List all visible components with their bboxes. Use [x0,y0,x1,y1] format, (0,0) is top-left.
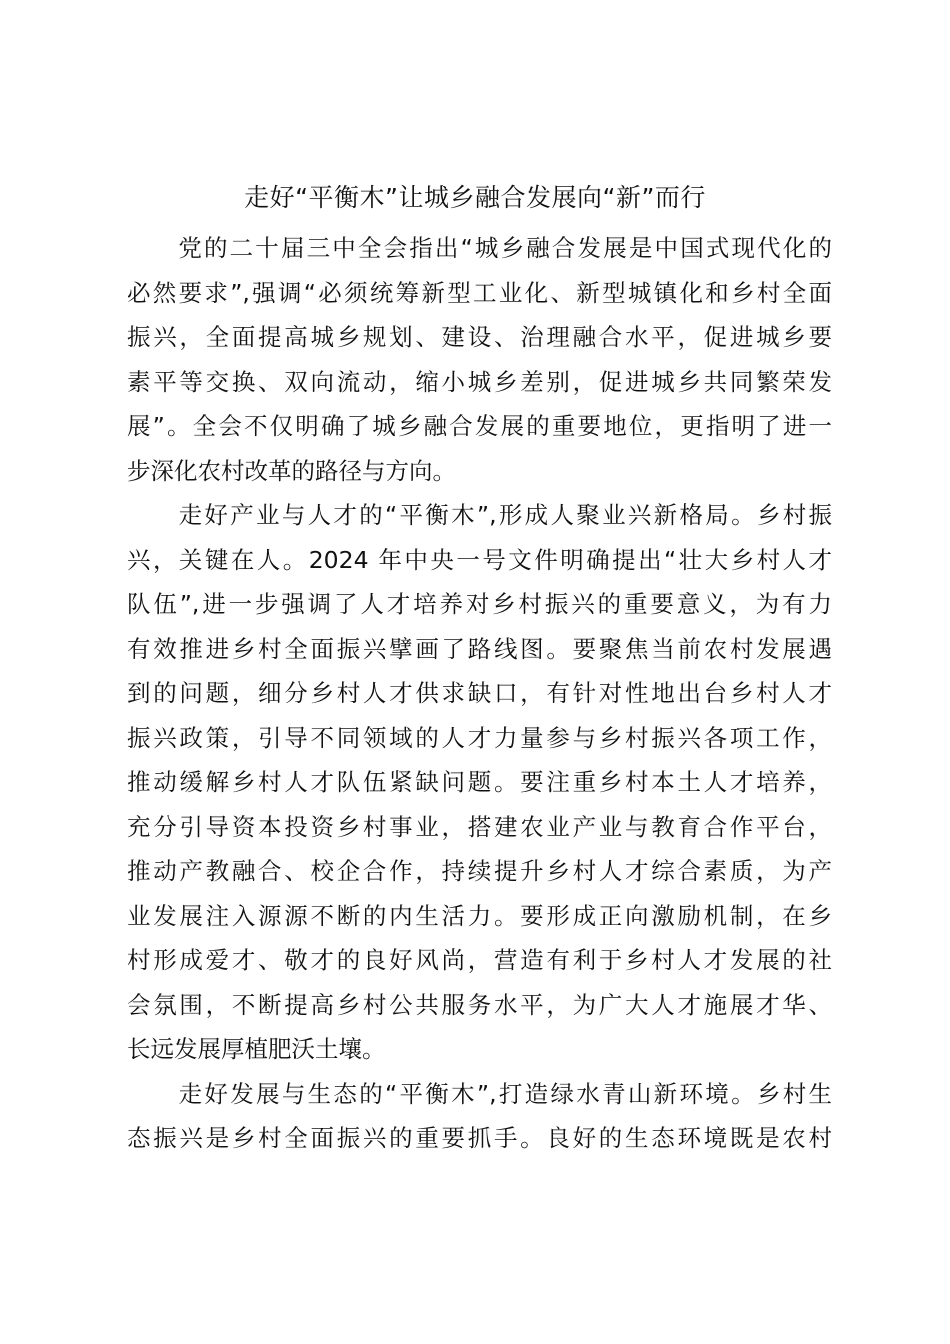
text-line: 推动缓解乡村人才队伍紧缺问题。要注重乡村本土人才培养， [127,768,832,796]
text-line: 会氛围，不断提高乡村公共服务水平，为广大人才施展才华、 [127,990,832,1019]
document-title: 走好“平衡木”让城乡融合发展向“新”而行 [244,183,706,212]
text-line: 必然要求”,强调“必须统筹新型工业化、新型城镇化和乡村全面 [127,278,832,307]
text-line: 党的二十届三中全会指出“城乡融合发展是中国式现代化的 [127,234,832,262]
document-body [127,226,832,1161]
text-line: 到的问题，细分乡村人才供求缺口，有针对性地出台乡村人才 [127,679,832,707]
text-line: 素平等交换、双向流动，缩小城乡差别，促进城乡共同繁荣发 [127,367,832,396]
text-line: 兴，关键在人。2024 年中央一号文件明确提出“壮大乡村人才 [127,545,832,574]
text-line: 振兴政策，引导不同领域的人才力量参与乡村振兴各项工作， [127,723,832,752]
text-line: 长远发展厚植肥沃土壤。 [127,1035,386,1063]
text-line: 走好发展与生态的“平衡木”,打造绿水青山新环境。乡村生 [127,1079,832,1108]
text-line: 态振兴是乡村全面振兴的重要抓手。良好的生态环境既是农村 [127,1124,832,1152]
text-line: 村形成爱才、敬才的良好风尚，营造有利于乡村人才发展的社 [127,946,832,974]
text-line: 步深化农村改革的路径与方向。 [127,456,456,485]
paragraph-2 [127,493,832,1072]
text-line: 振兴，全面提高城乡规划、建设、治理融合水平，促进城乡要 [127,323,832,351]
text-line: 展”。全会不仅明确了城乡融合发展的重要地位，更指明了进一 [127,412,832,440]
text-line: 有效推进乡村全面振兴擘画了路线图。要聚焦当前农村发展遇 [127,634,832,663]
text-line: 队伍”,进一步强调了人才培养对乡村振兴的重要意义，为有力 [127,590,832,618]
text-line: 充分引导资本投资乡村事业，搭建农业产业与教育合作平台， [127,812,832,841]
paragraph-3 [127,1072,832,1161]
text-line: 走好产业与人才的“平衡木”,形成人聚业兴新格局。乡村振 [127,501,832,529]
paragraph-1 [127,226,832,493]
text-line: 推动产教融合、校企合作，持续提升乡村人才综合素质，为产 [127,857,832,885]
text-line: 业发展注入源源不断的内生活力。要形成正向激励机制，在乡 [127,901,832,930]
